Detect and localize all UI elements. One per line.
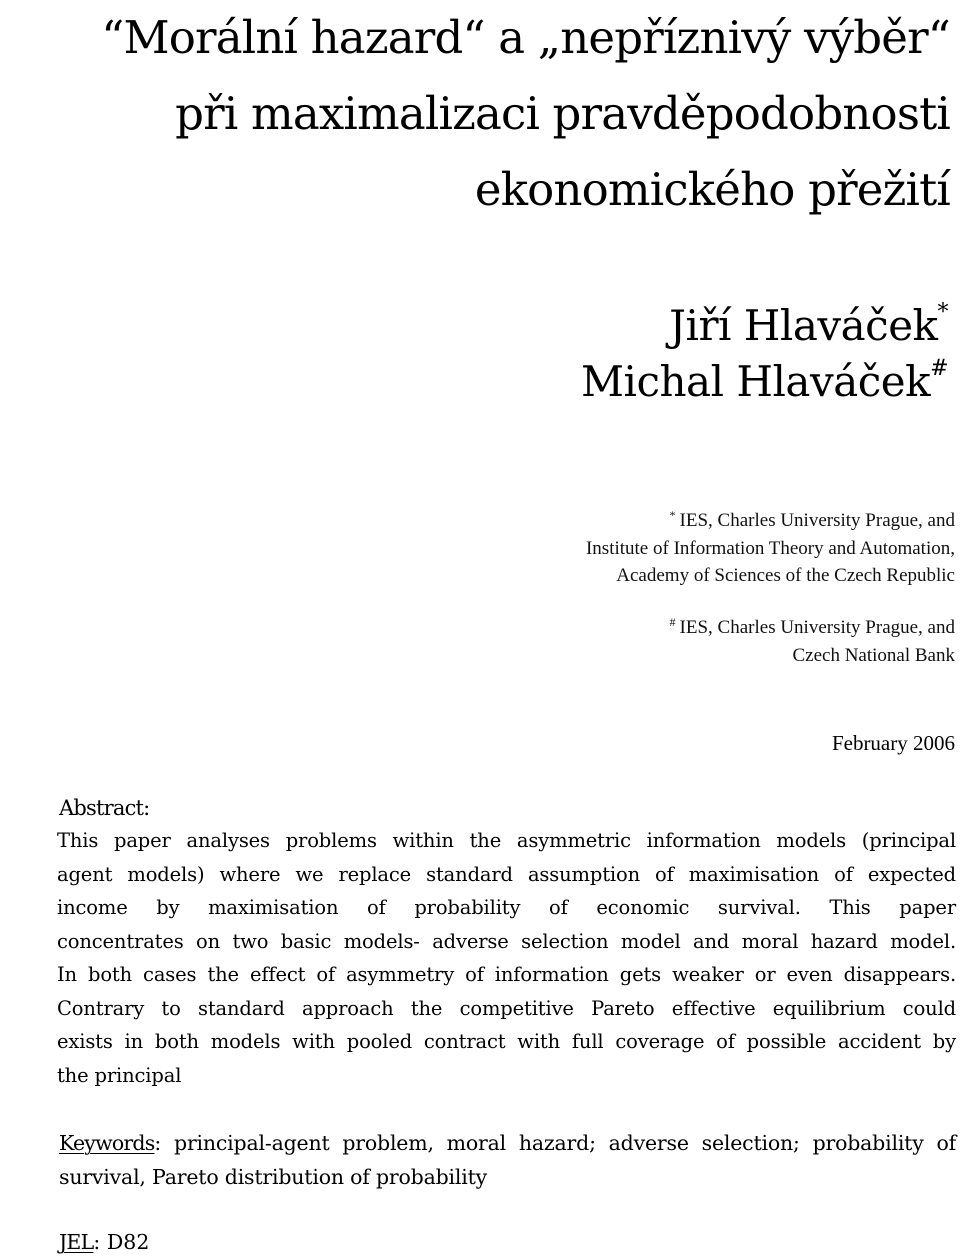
keywords-section [59,1126,956,1194]
author-name: Michal Hlaváček [581,357,931,406]
title-line: při maximalizaci pravděpodobnosti [175,87,950,140]
author-mark: # [930,356,948,381]
keywords-label: Keywords [59,1131,155,1155]
keywords-text: principal-agent problem, moral hazard; adverse selection; probability of [161,1131,956,1155]
affiliation-line: IES, Charles University Prague, and [679,617,955,638]
abstract-line: exists in both models with pooled contract with full coverage of possible accident by [57,1030,956,1053]
abstract-line: the principal [57,1063,182,1087]
affiliation-mark: * [669,507,676,522]
abstract-line: income by maximisation of probability of economic survival. This paper [57,896,956,919]
affiliation-2 [670,614,955,669]
title-line: “Morální hazard“ a „nepříznivý výběr“ [101,11,950,64]
jel-separator: : [93,1230,101,1254]
abstract-line: concentrates on two basic models- adverse selection model and moral hazard model. [57,929,956,953]
title-line: ekonomického přežití [474,163,950,216]
affiliation-line: Institute of Information Theory and Automation, [585,537,955,559]
author-2 [581,354,948,410]
keywords-text: survival, Pareto distribution of probability [59,1165,488,1189]
jel-code: D82 [100,1230,150,1254]
abstract-heading: Abstract: [59,796,150,820]
affiliation-line: IES, Charles University Prague, and [679,510,955,531]
abstract-line: Contrary to standard approach the competitive Pareto effective equilibrium could [57,996,956,1020]
affiliation-line: Academy of Sciences of the Czech Republic [616,565,955,586]
author-list [581,298,948,410]
affiliation-mark: # [669,614,676,629]
keywords-separator: : [154,1131,162,1155]
publication-date: February 2006 [831,731,955,755]
abstract-body [57,824,956,1092]
abstract-line: agent models) where we replace standard assumption of maximisation of expected [57,862,956,886]
author-mark: * [937,300,948,325]
jel-section [59,1227,149,1257]
paper-title [0,0,950,228]
author-name: Jiří Hlaváček [669,301,938,350]
abstract-line: In both cases the effect of asymmetry of information gets weaker or even disappears. [57,963,956,986]
author-1 [581,298,948,354]
affiliation-1 [586,507,955,590]
affiliation-line: Czech National Bank [792,644,955,666]
jel-label: JEL [59,1230,94,1254]
abstract-line: This paper analyses problems within the asymmetric information models (principal [57,829,956,852]
